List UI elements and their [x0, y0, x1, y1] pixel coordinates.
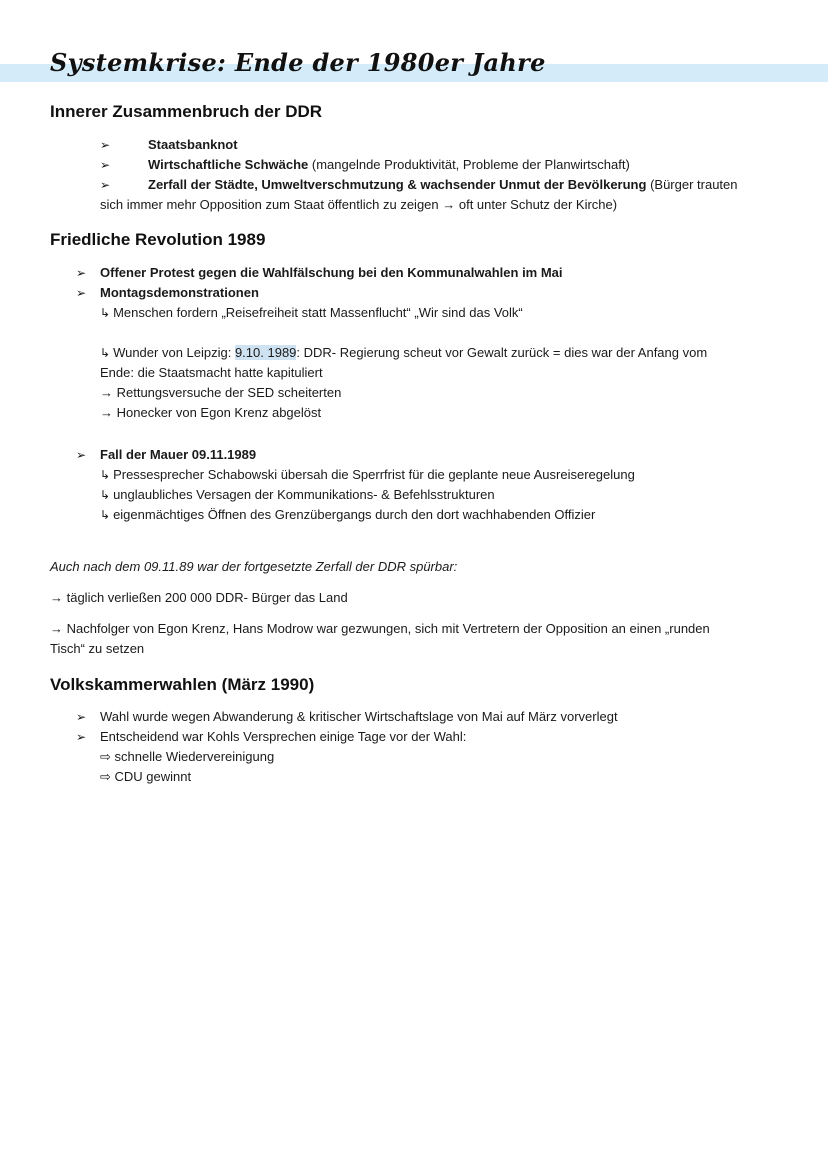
list-item: Fall der Mauer 09.11.1989 [100, 447, 257, 462]
sub-arrow-icon: ↳ [100, 488, 111, 502]
list-item-continuation: sich immer mehr Opposition zum Staat öffentlich zu zeigen → oft unter Schutz der Kirche) [100, 197, 618, 212]
arrow-bullet-icon: ➢ [76, 266, 87, 280]
sub-arrow-icon: ↳ [100, 508, 111, 522]
aftermath-line: → Nachfolger von Egon Krenz, Hans Modrow war gezwungen, sich mit Vertretern der Opposition an einen „runden [50, 621, 710, 636]
section-heading-elections: Volkskammerwahlen (März 1990) [50, 675, 315, 694]
sub-item [100, 485, 495, 505]
list-item-bold: Zerfall der Städte, Umweltverschmutzung & wachsender Unmut der Bevölkerung [148, 177, 647, 192]
aftermath-line: → täglich verließen 200 000 DDR- Bürger das Land [50, 590, 348, 605]
highlighted-date: 9.10. 1989 [234, 345, 297, 360]
section-heading-revolution: Friedliche Revolution 1989 [50, 230, 266, 249]
list-item: Wahl wurde wegen Abwanderung & kritischer Wirtschaftslage von Mai auf März vorverlegt [100, 709, 618, 724]
section-heading-inner-collapse: Innerer Zusammenbruch der DDR [50, 102, 323, 121]
list-item-bold: Wirtschaftliche Schwäche [148, 157, 309, 172]
list-item [148, 175, 738, 195]
arrow-bullet-icon: ➢ [76, 710, 87, 724]
sub-item-text: eigenmächtiges Öffnen des Grenzübergangs durch den dort wachhabenden Offizier [113, 507, 596, 522]
list-item: Staatsbanknot [148, 137, 238, 152]
list-item: Entscheidend war Kohls Versprechen einige Tage vor der Wahl: [100, 729, 467, 744]
aftermath-intro: Auch nach dem 09.11.89 war der fortgesetzte Zerfall der DDR spürbar: [50, 559, 458, 574]
page-title: Systemkrise: Ende der 1980er Jahre [50, 48, 546, 77]
sub-item-text: Pressesprecher Schabowski übersah die Sperrfrist für die geplante neue Ausreiseregelung [113, 467, 635, 482]
arrow-bullet-icon: ➢ [100, 178, 111, 192]
arrow-bullet-icon: ➢ [76, 286, 87, 300]
sub-item-continuation: Ende: die Staatsmacht hatte kapituliert [100, 365, 323, 380]
sub-item: → Honecker von Egon Krenz abgelöst [100, 405, 322, 420]
list-item: Offener Protest gegen die Wahlfälschung bei den Kommunalwahlen im Mai [100, 265, 563, 280]
arrow-bullet-icon: ➢ [76, 448, 87, 462]
sub-item: → Rettungsversuche der SED scheiterten [100, 385, 342, 400]
arrow-bullet-icon: ➢ [76, 730, 87, 744]
aftermath-line-continuation: Tisch“ zu setzen [50, 641, 145, 656]
sub-item [100, 505, 595, 525]
list-item: Montagsdemonstrationen [100, 285, 259, 300]
sub-item-text: Menschen fordern „Reisefreiheit statt Massenflucht“ „Wir sind das Volk“ [113, 305, 523, 320]
arrow-bullet-icon: ➢ [100, 158, 111, 172]
list-item [148, 155, 630, 175]
sub-arrow-icon: ↳ [100, 346, 111, 360]
sub-arrow-icon: ↳ [100, 306, 111, 320]
sub-item: ⇨ schnelle Wiedervereinigung [100, 749, 275, 764]
sub-arrow-icon: ↳ [100, 468, 111, 482]
list-item-rest: (mangelnde Produktivität, Probleme der Planwirtschaft) [308, 157, 630, 172]
sub-item: ⇨ CDU gewinnt [100, 769, 192, 784]
sub-item-text: unglaubliches Versagen der Kommunikations- & Befehlsstrukturen [113, 487, 495, 502]
sub-item-text: Wunder von Leipzig: [113, 345, 235, 360]
list-item-rest: (Bürger trauten [646, 177, 738, 192]
sub-item-text: : DDR- Regierung scheut vor Gewalt zurück = dies war der Anfang vom [296, 345, 708, 360]
arrow-bullet-icon: ➢ [100, 138, 111, 152]
sub-item [100, 303, 523, 323]
sub-item [100, 343, 707, 363]
sub-item [100, 465, 635, 485]
